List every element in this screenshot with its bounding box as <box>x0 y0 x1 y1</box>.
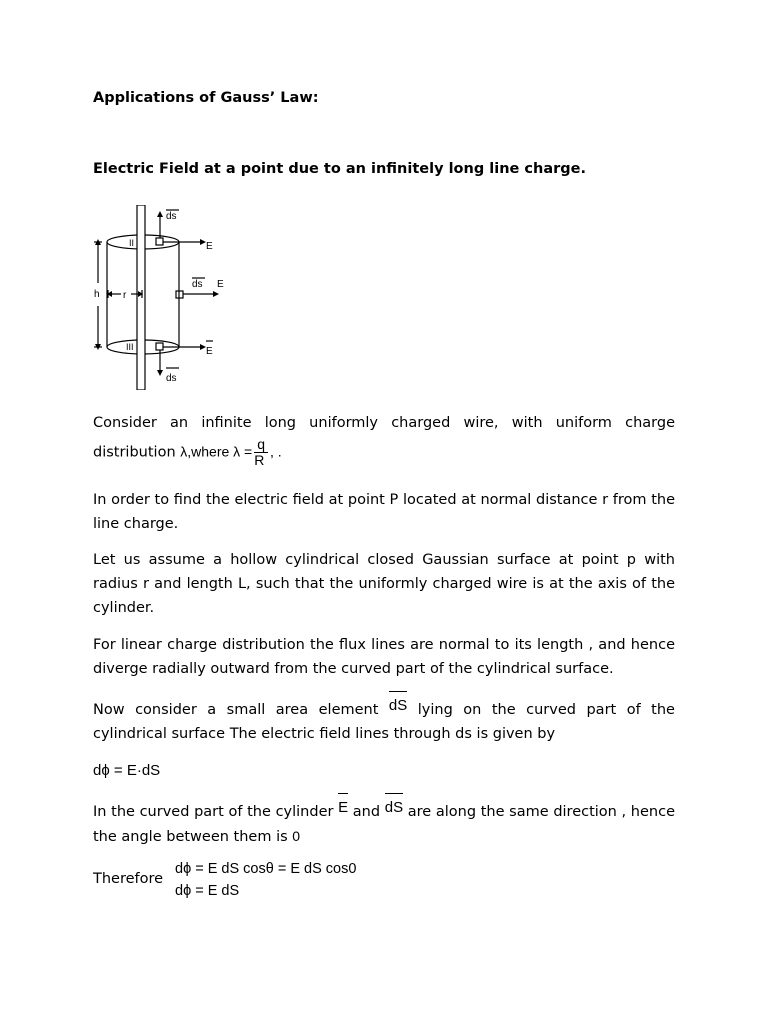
label-ds-mid: ds <box>192 279 203 290</box>
fraction-q-over-r <box>254 437 268 468</box>
equation-final: dϕ = E dS <box>175 883 240 899</box>
ds-vector-symbol: dS <box>385 796 403 820</box>
paragraph-text: lying on the curved part of the cylindrical surface The electric field lines through ds is given by <box>93 702 675 742</box>
fraction-denominator: R <box>254 452 265 468</box>
label-ds-bottom: ds <box>166 373 177 384</box>
label-h: h <box>94 289 100 300</box>
area-element-top <box>156 238 163 245</box>
paragraph-text: distribution <box>93 444 181 461</box>
paragraph-gaussian-surface: Let us assume a hollow cylindrical closed Gaussian surface at point p with radius r and length L, such that the uniformly charged wire is at the axis of the cylinder. <box>93 552 675 616</box>
paragraph-find-field: In order to find the electric field at point P located at normal distance r from the line charge. <box>93 492 675 532</box>
lambda-definition: λ,where λ = <box>180 443 253 460</box>
area-element-bottom <box>156 343 163 350</box>
paragraph-text: Now consider a small area element <box>93 702 389 718</box>
cylinder-figure <box>85 205 245 390</box>
paragraph-line: Consider an infinite long uniformly charged wire, with uniform charge <box>93 415 675 431</box>
paragraph-area-element <box>93 698 675 746</box>
label-ds-top: ds <box>166 211 177 222</box>
label-e-top: E <box>206 241 213 252</box>
ds-vector-symbol: dS <box>389 694 407 718</box>
therefore-label: Therefore <box>93 871 164 887</box>
paragraph-flux-lines: For linear charge distribution the flux lines are normal to its length , and hence diverge radially outward from the curved part of the cylindrical surface. <box>93 637 675 677</box>
page-title: Applications of Gauss’ Law: <box>93 90 319 106</box>
label-iii: III <box>126 342 134 352</box>
label-ii: II <box>129 238 135 248</box>
label-r: r <box>123 290 127 301</box>
section-heading: Electric Field at a point due to an infinitely long line charge. <box>93 161 586 177</box>
label-e-bottom: E <box>206 346 213 357</box>
line-charge-wire <box>137 205 145 390</box>
equation-flux-element: dϕ = E·dS <box>93 762 161 779</box>
fraction-numerator: q <box>254 437 268 453</box>
paragraph-charge-distribution <box>93 411 675 468</box>
e-vector-symbol: E <box>338 796 348 820</box>
paragraph-text: are along the same direction , hence the angle between them is <box>93 804 675 845</box>
paragraph-curved-part <box>93 800 675 849</box>
angle-zero: 0 <box>292 828 301 844</box>
paragraph-text: and <box>348 804 385 820</box>
equation-cos-theta: dϕ = E dS cosθ = E dS cos0 <box>175 861 357 877</box>
equation-suffix: , . <box>270 443 282 460</box>
paragraph-text: In the curved part of the cylinder <box>93 804 339 820</box>
label-e-mid: E <box>217 279 224 290</box>
